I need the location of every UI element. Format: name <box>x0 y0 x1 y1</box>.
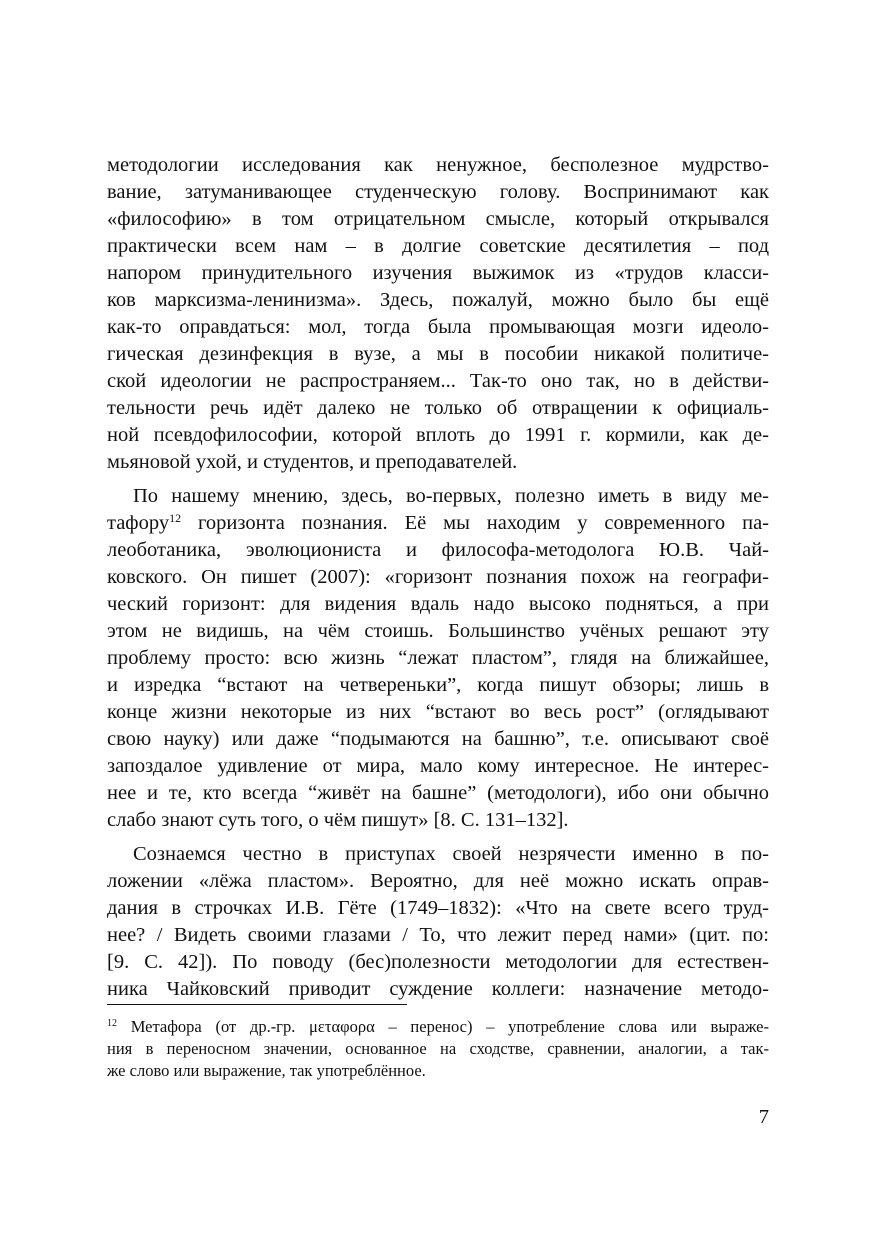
text-line: конце жизни некоторые из них “встают во весь рост” (оглядывают <box>107 701 769 723</box>
text-line <box>107 510 769 537</box>
text-line: тельности речь идёт далеко не только об отвращении к официаль- <box>107 397 769 419</box>
text-line: Сознаемся честно в приступах своей незрячести именно в по- <box>133 843 769 865</box>
footnote-divider <box>107 1004 407 1005</box>
text-line: ческий горизонт: для видения вдаль надо высоко подняться, а при <box>107 593 769 615</box>
text-line: свою науку) или даже “подымаются на башню”, т.е. описывают своё <box>107 728 769 750</box>
text-line: ной псевдофилософии, которой вплоть до 1991 г. кормили, как де- <box>107 424 769 446</box>
paragraph-3 <box>107 841 769 1003</box>
text-line: ника Чайковский приводит суждение коллеги: назначение методо- <box>107 978 769 1000</box>
footnote-reference[interactable]: 12 <box>169 511 182 525</box>
text-fragment: горизонта познания. Её мы находим у современного па- <box>181 512 769 534</box>
page-number: 7 <box>758 1106 769 1128</box>
text-line: леоботаника, эволюциониста и философа-методолога Ю.В. Чай- <box>107 539 769 561</box>
text-line: гическая дезинфекция в вузе, а мы в пособии никакой политиче- <box>107 343 769 365</box>
footnote-line: ния в переносном значении, основанное на сходстве, сравнении, аналогии, а так- <box>107 1039 769 1058</box>
text-line: нее? / Видеть своими глазами / То, что лежит перед нами» (цит. по: <box>107 924 769 946</box>
text-line: проблему просто: всю жизнь “лежат пластом”, глядя на ближайшее, <box>107 647 769 669</box>
text-line: напором принудительного изучения выжимок из «трудов класси- <box>107 262 769 284</box>
text-line: дания в строчках И.В. Гёте (1749–1832): «Что на свете всего труд- <box>107 897 769 919</box>
text-line: ков марксизма-ленинизма». Здесь, пожалуй, можно было бы ещё <box>107 289 769 311</box>
text-line: ковского. Он пишет (2007): «горизонт познания похож на географи- <box>107 566 769 588</box>
text-line: и изредка “встают на четвереньки”, когда пишут обзоры; лишь в <box>107 674 769 696</box>
text-line: запоздалое удивление от мира, мало кому интересное. Не интерес- <box>107 755 769 777</box>
footnote-block <box>107 1016 769 1082</box>
footnote-line <box>107 1016 769 1038</box>
paragraph-2 <box>107 483 769 834</box>
text-line: нее и те, кто всегда “живёт на башне” (методологи), ибо они обычно <box>107 782 769 804</box>
footnote-text: Метафора (от др.-гр. μεταφορα – перенос) – употребление слова или выраже- <box>117 1017 769 1036</box>
text-line: [9. С. 42]). По поводу (бес)полезности методологии для естествен- <box>107 951 769 973</box>
text-line: По нашему мнению, здесь, во-первых, полезно иметь в виду ме- <box>133 485 769 507</box>
text-line: ложении «лёжа пластом». Вероятно, для неё можно искать оправ- <box>107 870 769 892</box>
footnote-marker: 12 <box>107 1018 117 1029</box>
paragraph-1 <box>107 152 769 476</box>
text-line: методологии исследования как ненужное, бесполезное мудрство- <box>107 154 769 176</box>
text-line: практически всем нам – в долгие советские десятилетия – под <box>107 235 769 257</box>
text-line: мьяновой ухой, и студентов, и преподавателей. <box>107 451 518 473</box>
text-line: как-то оправдаться: мол, тогда была промывающая мозги идеоло- <box>107 316 769 338</box>
text-line: «философию» в том отрицательном смысле, который открывался <box>107 208 769 230</box>
text-line: ской идеологии не распространяем... Так-то оно так, но в действи- <box>107 370 769 392</box>
text-line: слабо знают суть того, о чём пишут» [8. С. 131–132]. <box>107 809 569 831</box>
main-text <box>107 152 769 1003</box>
footnote-line: же слово или выражение, так употреблённое. <box>107 1061 426 1080</box>
text-line: вание, затуманивающее студенческую голову. Воспринимают как <box>107 181 769 203</box>
text-fragment: тафору <box>107 512 170 534</box>
text-line: этом не видишь, на чём стоишь. Большинство учёных решают эту <box>107 620 769 642</box>
